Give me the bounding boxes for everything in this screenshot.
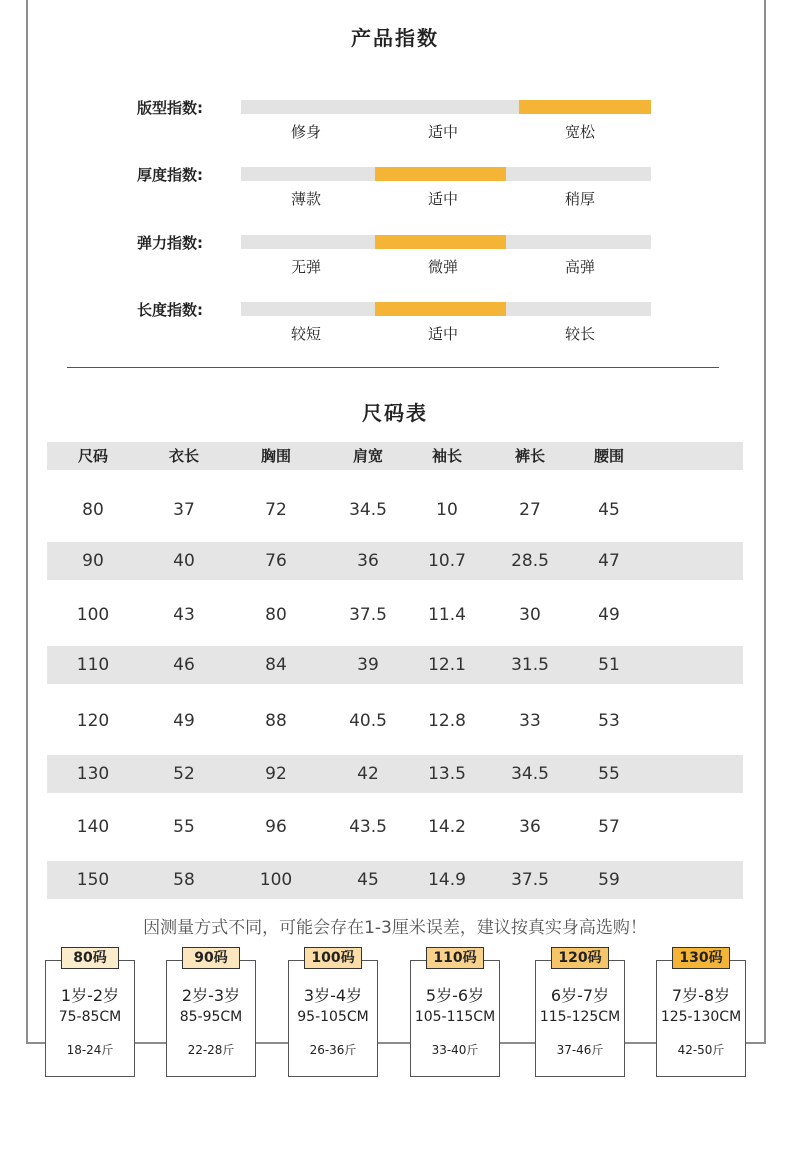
table-row (47, 646, 743, 684)
table-cell: 10 (436, 500, 458, 520)
age-range: 7岁-8岁 (671, 986, 731, 1005)
index-option: 薄款 (290, 190, 321, 208)
header-cell: 胸围 (260, 447, 291, 465)
index-option: 修身 (290, 123, 321, 141)
table-cell: 80 (82, 500, 104, 520)
table-cell: 58 (173, 870, 195, 890)
index-highlight (375, 302, 506, 316)
index-option: 适中 (427, 325, 458, 343)
table-cell: 55 (173, 817, 195, 837)
table-cell: 150 (76, 870, 110, 890)
section-divider (67, 367, 719, 368)
table-cell: 31.5 (511, 655, 549, 675)
table-cell: 57 (598, 817, 620, 837)
table-cell: 36 (519, 817, 541, 837)
age-weight: 26-36斤 (309, 1043, 357, 1057)
table-cell: 34.5 (511, 764, 549, 784)
table-cell: 40.5 (349, 711, 387, 731)
age-height: 85-95CM (179, 1009, 243, 1025)
index-option: 适中 (427, 190, 458, 208)
header-cell: 衣长 (168, 447, 199, 465)
table-cell: 37 (173, 500, 195, 520)
measurement-note: 因测量方式不同，可能会存在1-3厘米误差，建议按真实身高选购！ (143, 918, 647, 938)
index-track (241, 235, 651, 249)
age-card (288, 960, 378, 1077)
table-cell: 100 (259, 870, 293, 890)
age-range: 6岁-7岁 (550, 986, 610, 1005)
header-cell: 肩宽 (352, 447, 383, 465)
table-cell: 11.4 (428, 605, 466, 625)
age-weight: 18-24斤 (66, 1043, 114, 1057)
header-cell: 腰围 (593, 447, 624, 465)
size-tag: 110码 (426, 947, 484, 969)
table-cell: 33 (519, 711, 541, 731)
table-cell: 12.8 (428, 711, 466, 731)
age-card (656, 960, 746, 1077)
index-label: 弹力指数: (137, 234, 203, 252)
table-cell: 80 (265, 605, 287, 625)
size-tag: 80码 (61, 947, 119, 969)
header-cell: 尺码 (77, 447, 108, 465)
age-card (45, 960, 135, 1077)
table-cell: 53 (598, 711, 620, 731)
index-row-length (0, 300, 790, 350)
age-range: 1岁-2岁 (60, 986, 120, 1005)
table-cell: 49 (598, 605, 620, 625)
age-weight: 37-46斤 (556, 1043, 604, 1057)
age-height: 115-125CM (539, 1009, 621, 1025)
index-highlight (375, 167, 506, 181)
table-cell: 12.1 (428, 655, 466, 675)
table-cell: 14.9 (428, 870, 466, 890)
age-height: 75-85CM (58, 1009, 122, 1025)
table-cell: 27 (519, 500, 541, 520)
index-row-thickness (0, 165, 790, 215)
table-cell: 45 (357, 870, 379, 890)
age-card (410, 960, 500, 1077)
index-option: 较长 (564, 325, 595, 343)
product-index-title: 产品指数 (351, 26, 439, 50)
table-cell: 30 (519, 605, 541, 625)
index-highlight (519, 100, 651, 114)
table-cell: 37.5 (511, 870, 549, 890)
table-cell: 140 (76, 817, 110, 837)
index-row-fit (0, 98, 790, 148)
size-tag: 120码 (551, 947, 609, 969)
table-cell: 37.5 (349, 605, 387, 625)
table-cell: 14.2 (428, 817, 466, 837)
table-cell: 76 (265, 551, 287, 571)
index-track (241, 100, 651, 114)
size-table-title: 尺码表 (362, 401, 428, 425)
table-cell: 110 (76, 655, 110, 675)
age-weight: 33-40斤 (431, 1043, 479, 1057)
header-cell: 袖长 (431, 447, 462, 465)
index-label: 长度指数: (137, 301, 203, 319)
table-cell: 49 (173, 711, 195, 731)
table-cell: 51 (598, 655, 620, 675)
table-cell: 130 (76, 764, 110, 784)
table-row (47, 542, 743, 580)
table-cell: 10.7 (428, 551, 466, 571)
index-option: 高弹 (564, 258, 595, 276)
age-range: 5岁-6岁 (425, 986, 485, 1005)
frame-bottom-border (26, 1042, 766, 1044)
table-cell: 36 (357, 551, 379, 571)
table-cell: 120 (76, 711, 110, 731)
table-row (47, 755, 743, 793)
age-height: 125-130CM (660, 1009, 742, 1025)
table-cell: 43.5 (349, 817, 387, 837)
table-row (47, 491, 743, 529)
frame-right-border (764, 0, 766, 1044)
index-option: 无弹 (290, 258, 321, 276)
age-height: 95-105CM (297, 1009, 369, 1025)
table-cell: 59 (598, 870, 620, 890)
table-cell: 13.5 (428, 764, 466, 784)
table-cell: 46 (173, 655, 195, 675)
table-cell: 52 (173, 764, 195, 784)
table-cell: 28.5 (511, 551, 549, 571)
index-highlight (375, 235, 506, 249)
index-track (241, 167, 651, 181)
table-row (47, 702, 743, 740)
table-cell: 96 (265, 817, 287, 837)
table-cell: 84 (265, 655, 287, 675)
index-track (241, 302, 651, 316)
table-row (47, 808, 743, 846)
index-option: 稍厚 (564, 190, 595, 208)
table-row (47, 596, 743, 634)
size-tag: 130码 (672, 947, 730, 969)
index-row-elasticity (0, 233, 790, 283)
age-height: 105-115CM (414, 1009, 496, 1025)
table-cell: 45 (598, 500, 620, 520)
age-range: 3岁-4岁 (303, 986, 363, 1005)
frame-left-border (26, 0, 28, 1044)
table-cell: 88 (265, 711, 287, 731)
age-weight: 22-28斤 (187, 1043, 235, 1057)
table-cell: 43 (173, 605, 195, 625)
table-cell: 42 (357, 764, 379, 784)
table-cell: 72 (265, 500, 287, 520)
table-cell: 39 (357, 655, 379, 675)
size-table-header (47, 442, 743, 470)
table-cell: 55 (598, 764, 620, 784)
index-label: 版型指数: (137, 99, 203, 117)
age-card (535, 960, 625, 1077)
age-range: 2岁-3岁 (181, 986, 241, 1005)
table-row (47, 861, 743, 899)
table-cell: 47 (598, 551, 620, 571)
table-cell: 40 (173, 551, 195, 571)
index-option: 微弹 (427, 258, 458, 276)
age-card (166, 960, 256, 1077)
size-tag: 100码 (304, 947, 362, 969)
table-cell: 34.5 (349, 500, 387, 520)
size-tag: 90码 (182, 947, 240, 969)
age-weight: 42-50斤 (677, 1043, 725, 1057)
index-option: 适中 (427, 123, 458, 141)
index-label: 厚度指数: (137, 166, 203, 184)
index-option: 宽松 (564, 123, 595, 141)
table-cell: 100 (76, 605, 110, 625)
table-cell: 90 (82, 551, 104, 571)
header-cell: 裤长 (514, 447, 545, 465)
table-cell: 92 (265, 764, 287, 784)
index-option: 较短 (290, 325, 321, 343)
